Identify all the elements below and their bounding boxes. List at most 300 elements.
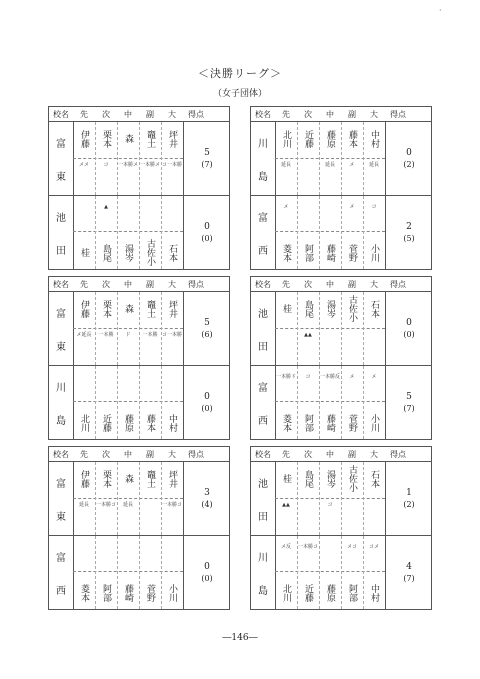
team-score [183, 196, 230, 269]
player-name-text: 島尾 [303, 299, 313, 318]
header-position: 先 [282, 109, 290, 119]
player-row [275, 122, 385, 155]
player-row [275, 292, 385, 325]
header-position: 先 [80, 109, 88, 119]
player-name [117, 576, 139, 609]
player-name-text: 竈土 [145, 299, 155, 318]
school-char: 西 [258, 246, 268, 257]
league-table [250, 276, 432, 440]
player-name [319, 576, 341, 609]
player-name-text: 菅野 [347, 413, 357, 432]
result-marks [73, 201, 183, 232]
result-mark: コ一本勝 [161, 332, 182, 338]
result-mark: コ一本勝 [161, 162, 182, 168]
header-school: 校名 [255, 279, 271, 289]
column-divider [139, 292, 140, 365]
player-name [117, 406, 139, 439]
header-position: 中 [124, 109, 132, 119]
school-name [251, 122, 276, 195]
player-name [341, 292, 363, 325]
player-name-text: 菅野 [145, 583, 155, 602]
player-name-text: 桂 [281, 474, 291, 483]
column-divider [363, 462, 364, 535]
header-position: 次 [102, 279, 110, 289]
column-divider [363, 292, 364, 365]
header-score: 得点 [390, 449, 406, 459]
table-header [251, 277, 431, 292]
column-divider [117, 462, 118, 535]
player-name [275, 122, 297, 155]
team-row [49, 196, 229, 269]
column-divider [95, 536, 96, 609]
player-name-text: 伊藤 [79, 469, 89, 488]
result-mark: ▲▲ [282, 502, 290, 508]
school-char: 島 [56, 416, 66, 427]
points-count: (0) [201, 573, 213, 583]
result-mark: 延長 [78, 502, 89, 508]
player-name-text: 島尾 [101, 243, 111, 262]
header-position: 副 [146, 449, 154, 459]
player-row [73, 122, 183, 155]
player-name [161, 236, 183, 269]
player-name-text: 湯岑 [123, 243, 133, 262]
player-name-text: 藤原 [123, 413, 133, 432]
column-divider [297, 122, 298, 195]
player-name-text: 藤原 [325, 583, 335, 602]
team-score [183, 122, 230, 195]
points-count: (0) [403, 329, 415, 339]
player-row [275, 462, 385, 495]
result-mark: 延長 [324, 162, 335, 168]
points-count: (2) [403, 499, 415, 509]
player-name [161, 122, 183, 155]
player-name [275, 576, 297, 609]
wins-count: 1 [406, 487, 412, 498]
result-mark: メメ [78, 162, 89, 168]
school-name [251, 536, 276, 609]
school-char: 富 [56, 309, 66, 320]
school-char: 島 [258, 172, 268, 183]
header-position: 副 [146, 279, 154, 289]
player-name [73, 462, 95, 495]
wins-count: 0 [204, 221, 210, 232]
header-score: 得点 [390, 279, 406, 289]
team-row [251, 366, 431, 439]
player-name [275, 406, 297, 439]
column-divider [117, 366, 118, 439]
team-row [251, 292, 431, 366]
school-char: 富 [258, 383, 268, 394]
player-name [161, 462, 183, 495]
player-row [73, 576, 183, 609]
player-name [341, 122, 363, 155]
result-marks [73, 158, 183, 189]
table-header [49, 107, 229, 122]
player-name-text: 桂 [281, 304, 291, 313]
column-divider [161, 366, 162, 439]
school-char: 富 [56, 553, 66, 564]
player-name [363, 236, 385, 269]
header-position: 副 [348, 279, 356, 289]
points-count: (4) [201, 499, 213, 509]
column-divider [319, 366, 320, 439]
player-name-text: 古佐小 [347, 295, 357, 322]
header-score: 得点 [188, 279, 204, 289]
player-name-text: 近藤 [303, 583, 313, 602]
wins-count: 3 [204, 487, 210, 498]
player-name-text: 中村 [369, 129, 379, 148]
player-name-text: 藤崎 [325, 413, 335, 432]
player-name [297, 576, 319, 609]
player-name [117, 462, 139, 495]
player-name-text: 坪井 [167, 299, 177, 318]
player-name-text: 菱本 [281, 243, 291, 262]
player-name [297, 292, 319, 325]
column-divider [297, 292, 298, 365]
player-name [319, 292, 341, 325]
team-score [385, 196, 432, 269]
player-name-text: 藤本 [347, 129, 357, 148]
points-count: (0) [201, 233, 213, 243]
column-divider [341, 122, 342, 195]
page-subtitle: （女子団体） [212, 89, 267, 99]
player-name [319, 236, 341, 269]
school-char: 田 [56, 246, 66, 257]
player-name-text: 中村 [369, 583, 379, 602]
player-name [139, 236, 161, 269]
header-position: 先 [80, 449, 88, 459]
player-name-text: 石本 [369, 299, 379, 318]
school-char: 富 [56, 479, 66, 490]
header-position: 次 [102, 449, 110, 459]
school-name [251, 196, 276, 269]
player-name [297, 236, 319, 269]
player-name [363, 122, 385, 155]
result-mark: 延長 [368, 162, 379, 168]
player-name-text: 北川 [79, 413, 89, 432]
player-name-text: 伊藤 [79, 129, 89, 148]
player-name [73, 236, 95, 269]
league-table [48, 446, 230, 610]
team-row [251, 462, 431, 536]
team-score [385, 292, 432, 365]
wins-count: 2 [406, 221, 412, 232]
player-name [297, 462, 319, 495]
header-position: 大 [168, 449, 176, 459]
result-mark: ▲ [104, 204, 108, 210]
result-mark: コメ [368, 544, 379, 550]
corner-dot: · [439, 6, 442, 15]
team-score [385, 536, 432, 609]
result-mark: 一本勝 [98, 332, 114, 338]
school-char: 東 [56, 172, 66, 183]
result-marks [275, 371, 385, 402]
column-divider [139, 462, 140, 535]
column-divider [297, 462, 298, 535]
result-mark: 延長 [280, 162, 291, 168]
column-divider [341, 196, 342, 269]
school-char: 田 [258, 512, 268, 523]
column-divider [117, 536, 118, 609]
points-count: (2) [403, 159, 415, 169]
school-char: 西 [56, 586, 66, 597]
result-mark: 一本勝 [142, 332, 158, 338]
header-school: 校名 [255, 449, 271, 459]
player-name [95, 462, 117, 495]
player-name-text: 伊藤 [79, 299, 89, 318]
result-mark: コ [305, 374, 311, 380]
column-divider [319, 196, 320, 269]
team-row [49, 122, 229, 196]
player-name [319, 122, 341, 155]
wins-count: 4 [406, 561, 412, 572]
wins-count: 0 [204, 391, 210, 402]
player-name [275, 236, 297, 269]
player-name [275, 292, 297, 325]
header-position: 副 [348, 449, 356, 459]
player-name-text: 湯岑 [325, 299, 335, 318]
player-name [161, 406, 183, 439]
points-count: (7) [403, 403, 415, 413]
column-divider [139, 196, 140, 269]
result-mark: メ [371, 374, 377, 380]
header-position: 大 [370, 109, 378, 119]
column-divider [117, 292, 118, 365]
player-name-text: 森 [123, 474, 133, 483]
header-score: 得点 [188, 449, 204, 459]
header-school: 校名 [53, 109, 69, 119]
player-name-text: 小川 [369, 413, 379, 432]
league-table [250, 446, 432, 610]
result-mark: 一本勝メ [139, 162, 160, 168]
player-name [117, 122, 139, 155]
wins-count: 0 [204, 561, 210, 572]
header-position: 大 [168, 109, 176, 119]
player-name [95, 236, 117, 269]
player-name-text: 森 [123, 134, 133, 143]
school-name [49, 366, 74, 439]
header-score: 得点 [390, 109, 406, 119]
table-header [251, 447, 431, 462]
result-mark: 一本勝反 [319, 374, 340, 380]
column-divider [363, 366, 364, 439]
school-char: 東 [56, 342, 66, 353]
header-position: 先 [80, 279, 88, 289]
player-name-text: 石本 [369, 469, 379, 488]
player-name [139, 292, 161, 325]
player-name-text: 藤崎 [123, 583, 133, 602]
player-name [139, 462, 161, 495]
player-name-text: 小川 [369, 243, 379, 262]
points-count: (6) [201, 329, 213, 339]
page-title: ＜決勝リーグ＞ [198, 67, 282, 80]
result-marks [275, 498, 385, 529]
school-char: 川 [258, 139, 268, 150]
school-name [251, 366, 276, 439]
column-divider [161, 292, 162, 365]
player-name [341, 236, 363, 269]
player-name [319, 462, 341, 495]
result-mark: メコ [346, 544, 357, 550]
player-name [341, 576, 363, 609]
player-row [275, 406, 385, 439]
result-mark: メ延長 [76, 332, 92, 338]
player-name-text: 坪井 [167, 129, 177, 148]
player-name [139, 406, 161, 439]
player-name-text: 菱本 [79, 583, 89, 602]
player-name [341, 406, 363, 439]
header-position: 次 [304, 279, 312, 289]
header-position: 中 [326, 279, 334, 289]
player-name [73, 122, 95, 155]
column-divider [161, 536, 162, 609]
school-char: 西 [258, 416, 268, 427]
column-divider [95, 196, 96, 269]
player-name [139, 576, 161, 609]
page-number: ―146― [222, 633, 258, 643]
result-mark: ▲▲ [304, 332, 312, 338]
result-mark: 一本勝ド [275, 374, 296, 380]
player-row [275, 576, 385, 609]
school-name [49, 292, 74, 365]
column-divider [95, 122, 96, 195]
column-divider [363, 536, 364, 609]
header-school: 校名 [255, 109, 271, 119]
result-mark: メ [283, 204, 289, 210]
player-name-text: 藤崎 [325, 243, 335, 262]
header-position: 大 [370, 449, 378, 459]
player-name [161, 292, 183, 325]
player-name-text: 森 [123, 304, 133, 313]
header-school: 校名 [53, 279, 69, 289]
player-name-text: 阿部 [303, 413, 313, 432]
team-score [385, 462, 432, 535]
player-name-text: 近藤 [101, 413, 111, 432]
player-name [363, 576, 385, 609]
player-name-text: 栗本 [101, 129, 111, 148]
player-name-text: 近藤 [303, 129, 313, 148]
team-score [183, 462, 230, 535]
player-name [319, 406, 341, 439]
player-row [275, 236, 385, 269]
school-name [49, 536, 74, 609]
result-marks [73, 541, 183, 572]
result-marks [275, 328, 385, 359]
result-mark: 一本勝コ [95, 502, 116, 508]
column-divider [297, 366, 298, 439]
player-name-text: 藤原 [325, 129, 335, 148]
result-marks [275, 158, 385, 189]
header-position: 先 [282, 279, 290, 289]
header-position: 副 [146, 109, 154, 119]
column-divider [161, 462, 162, 535]
points-count: (7) [201, 159, 213, 169]
header-position: 次 [304, 109, 312, 119]
points-count: (0) [201, 403, 213, 413]
column-divider [139, 366, 140, 439]
school-name [49, 462, 74, 535]
team-score [183, 292, 230, 365]
team-score [183, 536, 230, 609]
school-char: 島 [258, 586, 268, 597]
team-row [251, 122, 431, 196]
school-name [49, 122, 74, 195]
header-position: 中 [326, 109, 334, 119]
player-row [73, 292, 183, 325]
player-name-text: 菱本 [281, 413, 291, 432]
result-mark: 延長 [122, 502, 133, 508]
points-count: (7) [403, 573, 415, 583]
points-count: (5) [403, 233, 415, 243]
column-divider [297, 196, 298, 269]
column-divider [341, 536, 342, 609]
column-divider [117, 122, 118, 195]
player-name [95, 406, 117, 439]
school-name [49, 196, 74, 269]
team-row [251, 536, 431, 609]
header-position: 中 [326, 449, 334, 459]
player-name-text: 古佐小 [347, 465, 357, 492]
league-table [48, 276, 230, 440]
player-name-text: 栗本 [101, 469, 111, 488]
result-mark: メ反 [280, 544, 291, 550]
player-name-text: 北川 [281, 129, 291, 148]
result-mark: ド [125, 332, 131, 338]
result-mark: メ [349, 374, 355, 380]
player-name [275, 462, 297, 495]
column-divider [319, 122, 320, 195]
header-score: 得点 [188, 109, 204, 119]
player-name-text: 古佐小 [145, 239, 155, 266]
wins-count: 0 [406, 317, 412, 328]
player-name-text: 竈土 [145, 129, 155, 148]
header-position: 中 [124, 449, 132, 459]
player-name [139, 122, 161, 155]
school-char: 池 [56, 213, 66, 224]
header-position: 副 [348, 109, 356, 119]
player-name [95, 576, 117, 609]
school-char: 池 [258, 309, 268, 320]
player-row [73, 462, 183, 495]
player-name [161, 576, 183, 609]
player-name-text: 中村 [167, 413, 177, 432]
player-name [73, 576, 95, 609]
player-name [73, 292, 95, 325]
result-mark: コ [327, 502, 333, 508]
school-char: 池 [258, 479, 268, 490]
team-score [385, 122, 432, 195]
column-divider [161, 196, 162, 269]
player-name [341, 462, 363, 495]
player-name-text: 阿部 [347, 583, 357, 602]
header-position: 大 [370, 279, 378, 289]
result-mark: 一本勝コ [297, 544, 318, 550]
player-name [297, 122, 319, 155]
column-divider [95, 462, 96, 535]
result-mark: コ [371, 204, 377, 210]
team-row [49, 292, 229, 366]
result-mark: メ [349, 162, 355, 168]
player-name-text: 石本 [167, 243, 177, 262]
player-name-text: 阿部 [303, 243, 313, 262]
wins-count: 5 [204, 147, 210, 158]
player-name-text: 阿部 [101, 583, 111, 602]
header-position: 先 [282, 449, 290, 459]
wins-count: 5 [406, 391, 412, 402]
player-name-text: 竈土 [145, 469, 155, 488]
table-header [251, 107, 431, 122]
column-divider [319, 292, 320, 365]
